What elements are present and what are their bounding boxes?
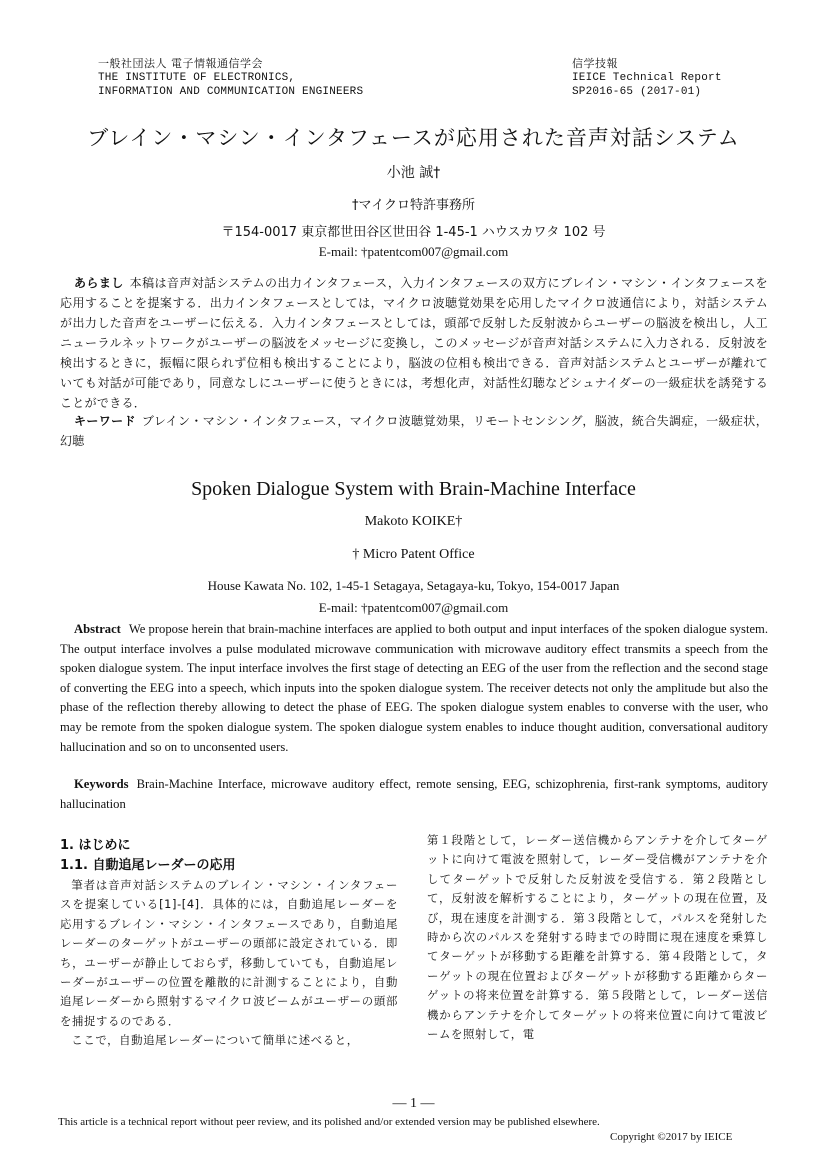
- report-id: SP2016-65 (2017-01): [572, 86, 702, 98]
- body-left-column: [60, 836, 398, 1051]
- keywords-jp-label: キーワード: [74, 414, 136, 428]
- keywords-en-label: Keywords: [74, 777, 129, 791]
- society-name-jp: 一般社団法人 電子情報通信学会: [98, 57, 263, 70]
- abstract-en-text: We propose herein that brain-machine interfaces are applied to both output and input interfaces of the spoken dialogue system. The output interface involves a pulse modulated microwave communication with microwave auditory effect transmits a speech from the spoken dialogue system. The input interface involves the first stage of detecting an EEG of the user from the reflection and the second stage of converting the EEG into a speech, which inputs into the spoken dialogue system. The receiver detects not only the amplitude but also the phase of the reflection thereby allowing to detect the phase of EEG. The spoken dialogue system enables to converse with the user, who may be remote from the spoken dialogue system. The spoken dialogue system enables to induce thought audition, conversational auditory hallucination and so on to unconsented users.: [60, 622, 768, 754]
- society-name-en-line2: INFORMATION AND COMMUNICATION ENGINEERS: [98, 86, 364, 98]
- paragraph-radar-intro: ここで，自動追尾レーダーについて簡単に述べると，: [71, 1033, 359, 1048]
- author-en: Makoto KOIKE†: [364, 514, 463, 529]
- section-heading-1: 1. はじめに: [60, 838, 131, 853]
- report-type-jp: 信学技報: [572, 57, 618, 70]
- address-jp: 〒154-0017 東京都世田谷区世田谷 1-45-1 ハウスカワタ 102 号: [221, 225, 606, 240]
- keywords-jp: [60, 411, 768, 451]
- report-type-en: IEICE Technical Report: [572, 72, 722, 84]
- keywords-jp-text: ブレイン・マシン・インタフェース，マイクロ波聴覚効果，リモートセンシング，脳波，統合失調症，一級症状，幻聴: [60, 414, 768, 448]
- body-right-column: [427, 831, 768, 1044]
- title-en: Spoken Dialogue System with Brain-Machine Interface: [191, 478, 636, 500]
- abstract-jp-text: 本稿は音声対話システムの出力インタフェース，入力インタフェースの双方にブレイン・マシン・インタフェースを応用することを提案する．出力インタフェースとしては，マイクロ波聴覚効果を応用したマイクロ波通信により，対話システムが出力した音声をユーザーに伝える．入力インタフェースとしては，頭部で反射した反射波からユーザーの脳波を検出し，人工ニューラルネットワークがユーザーの脳波をメッセージに変換し，このメッセージが音声対話システムに入力される．反射波を検出するときに，振幅に限られず位相も検出することにより，脳波の位相も検出できる．音声対話システムとユーザーが離れていても対話が可能であり，同意なしにユーザーに使うときには，考想化声，対話性幻聴などシュナイダーの一級症状を誘発することができる．: [60, 276, 768, 410]
- affiliation-en: † Micro Patent Office: [352, 547, 475, 562]
- address-en: House Kawata No. 102, 1-45-1 Setagaya, Setagaya-ku, Tokyo, 154-0017 Japan: [207, 578, 620, 593]
- keywords-en: [60, 775, 768, 814]
- abstract-en-label: Abstract: [74, 622, 121, 636]
- footer-note: This article is a technical report without peer review, and its polished and/or extended version may be published elsewhere.: [58, 1116, 600, 1128]
- section-heading-1-1: 1.1. 自動追尾レーダーの応用: [60, 858, 236, 873]
- paragraph-intro: 筆者は音声対話システムのブレイン・マシン・インタフェースを提案している[1]-[4]．具体的には，自動追尾レーダーを応用するブレイン・マシン・インタフェースであり，自動追尾レーダーのターゲットがユーザーの頭部に設定されている．即ち，ユーザーが静止しておらず，移動していても，自動追尾レーダーがユーザーの位置を離散的に計測することにより，自動追尾レーダーから照射するマイクロ波ビームがユーザーの頭部を捕捉するのである．: [60, 878, 398, 1028]
- abstract-jp: [60, 273, 768, 413]
- affiliation-jp: †マイクロ特許事務所: [352, 198, 475, 213]
- header-right: [572, 55, 722, 99]
- header-left: [98, 55, 363, 99]
- title-jp: ブレイン・マシン・インタフェースが応用された音声対話システム: [87, 126, 740, 150]
- copyright: Copyright ©2017 by IEICE: [610, 1131, 733, 1143]
- email-en: E-mail: †patentcom007@gmail.com: [318, 600, 509, 615]
- email-jp: E-mail: †patentcom007@gmail.com: [318, 244, 509, 259]
- abstract-en: [60, 620, 768, 757]
- paragraph-radar-stages: 第１段階として，レーダー送信機からアンテナを介してターゲットに向けて電波を照射して，レーダー受信機がアンテナを介してターゲットで反射した反射波を受信する．第２段階として，反射波を解析することにより，ターゲットの現在位置，及び，現在速度を計測する．第３段階として，パルスを発射した時から次のパルスを発射する時までの時間に現在速度を乗算してターゲットが移動する距離を計算する．第４段階として，ターゲットの現在位置およびターゲットが移動する距離からターゲットの将来位置を計算する．第５段階として，レーダー送信機からアンテナを介してターゲットの将来位置に向けて電波ビームを照射して，電: [427, 833, 768, 1042]
- society-name-en-line1: THE INSTITUTE OF ELECTRONICS,: [98, 72, 296, 84]
- keywords-en-text: Brain-Machine Interface, microwave auditory effect, remote sensing, EEG, schizophrenia, first-rank symptoms, auditory hallucination: [60, 777, 768, 811]
- abstract-jp-label: あらまし: [74, 276, 124, 290]
- page-number: — 1 —: [392, 1096, 435, 1111]
- author-jp: 小池 誠†: [386, 165, 441, 181]
